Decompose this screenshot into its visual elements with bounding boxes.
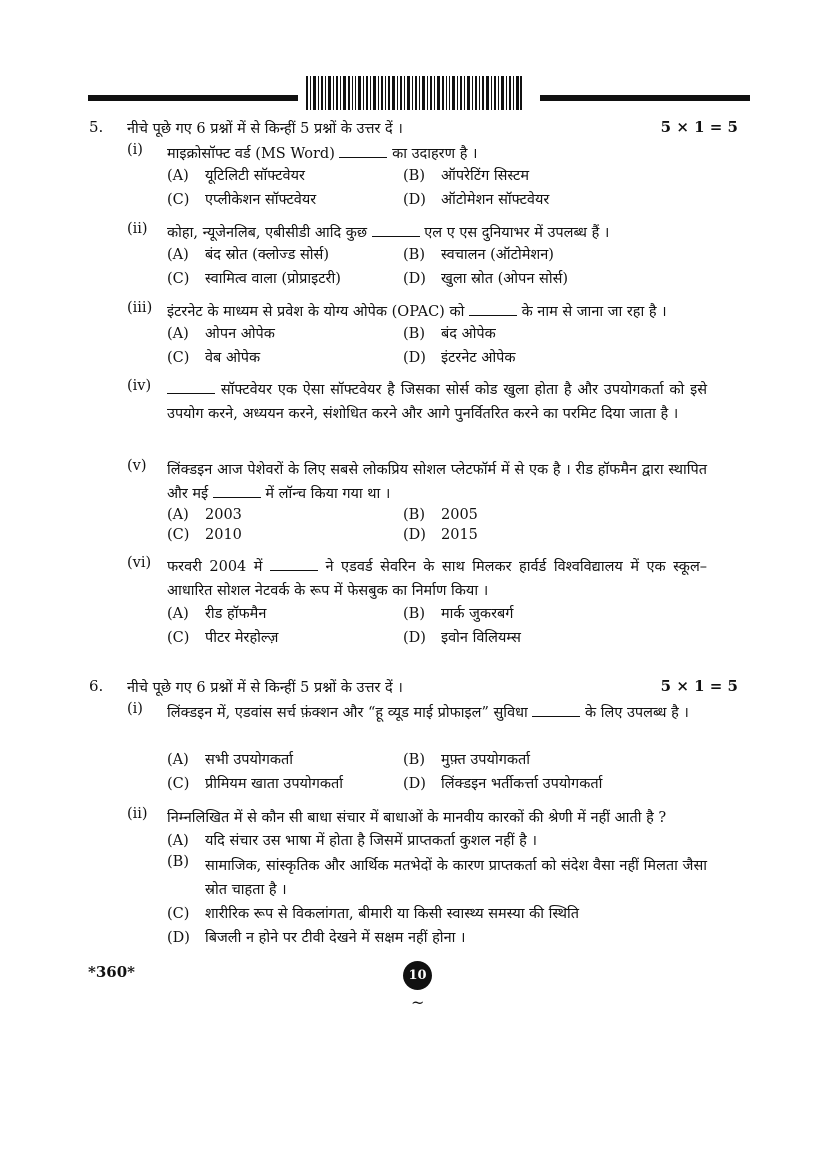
option-d bbox=[403, 268, 568, 288]
option-label: (B) bbox=[403, 247, 425, 263]
option-text: यूटिलिटी सॉफ्टवेयर bbox=[205, 168, 305, 184]
option-text: लिंक्डइन भर्तीकर्त्ता उपयोगकर्ता bbox=[441, 776, 603, 792]
question-6-number: 6. bbox=[89, 677, 104, 695]
option-label: (C) bbox=[167, 192, 190, 208]
paper-code: *360* bbox=[88, 963, 135, 981]
option-a bbox=[167, 165, 305, 185]
option-text: 2003 bbox=[205, 507, 242, 523]
q5-sub-vi bbox=[127, 555, 707, 603]
sub-number: (i) bbox=[127, 701, 143, 717]
option-d bbox=[403, 189, 549, 209]
question-6-marks: 5 × 1 = 5 bbox=[660, 677, 738, 695]
option-d bbox=[403, 347, 516, 367]
option-d bbox=[403, 527, 478, 543]
option-text: 2005 bbox=[441, 507, 478, 523]
option-c bbox=[167, 903, 707, 923]
option-a bbox=[167, 749, 293, 769]
sub-text: का उदाहरण है । bbox=[392, 146, 478, 162]
option-label: (D) bbox=[403, 271, 426, 287]
sub-text: इंटरनेट के माध्यम से प्रवेश के योग्य ओपेक (OPAC) को bbox=[167, 304, 465, 320]
question-5-number: 5. bbox=[89, 118, 104, 136]
option-text: रीड हॉफमैन bbox=[205, 606, 267, 622]
q5-sub-ii bbox=[127, 221, 707, 245]
option-label: (A) bbox=[167, 833, 189, 849]
sub-text: एल ए एस दुनियाभर में उपलब्ध हैं । bbox=[424, 225, 610, 241]
option-label: (A) bbox=[167, 168, 189, 184]
sub-text: निम्नलिखित में से कौन सी बाधा संचार में बाधाओं के मानवीय कारकों की श्रेणी में नहीं आती है ? bbox=[167, 810, 667, 826]
option-label: (D) bbox=[403, 527, 426, 543]
q5-sub-i bbox=[127, 142, 707, 166]
sub-text: सॉफ्टवेयर एक ऐसा सॉफ्टवेयर है जिसका सोर्स कोड खुला होता है और उपयोगकर्ता को इसे उपयोग करने, अध्ययन करने, संशोधित करने और आगे पुनर्वितरित करने का परमिट दिया जाता है । bbox=[167, 382, 708, 422]
question-6-instruction: नीचे पूछे गए 6 प्रश्नों में से किन्हीं 5 प्रश्नों के उत्तर दें । bbox=[127, 680, 403, 696]
option-b bbox=[403, 165, 529, 185]
sub-text: लिंक्डइन आज पेशेवरों के लिए सबसे लोकप्रिय सोशल प्लेटफॉर्म में से एक है । रीड हॉफमैन द्वारा स्थापित और मई bbox=[167, 462, 707, 502]
option-label: (A) bbox=[167, 326, 189, 342]
sub-number: (ii) bbox=[127, 221, 148, 237]
option-label: (C) bbox=[167, 271, 190, 287]
sub-text: कोहा, न्यूजेनलिब, एबीसीडी आदि कुछ bbox=[167, 225, 368, 241]
option-text: 2015 bbox=[441, 527, 478, 543]
option-label: (B) bbox=[167, 854, 189, 870]
option-text: मुफ़्त उपयोगकर्ता bbox=[441, 752, 531, 768]
option-label: (C) bbox=[167, 776, 190, 792]
page-tilde: ~ bbox=[411, 993, 425, 1012]
option-text: खुला स्रोत (ओपन सोर्स) bbox=[441, 271, 569, 287]
sub-number: (ii) bbox=[127, 806, 148, 822]
option-text: इंटरनेट ओपेक bbox=[441, 350, 516, 366]
answer-blank bbox=[270, 558, 318, 571]
sub-text: के नाम से जाना जा रहा है । bbox=[521, 304, 667, 320]
option-d bbox=[403, 627, 521, 647]
option-label: (B) bbox=[403, 752, 425, 768]
option-c bbox=[167, 268, 341, 288]
option-text: सभी उपयोगकर्ता bbox=[205, 752, 294, 768]
option-text: ऑटोमेशन सॉफ्टवेयर bbox=[441, 192, 550, 208]
answer-blank bbox=[532, 704, 580, 717]
option-label: (A) bbox=[167, 247, 189, 263]
page-number: 10 bbox=[403, 961, 432, 990]
option-a bbox=[167, 603, 266, 623]
q6-sub-i bbox=[127, 701, 707, 725]
option-text: यदि संचार उस भाषा में होता है जिसमें प्राप्तकर्ता कुशल नहीं है । bbox=[205, 833, 537, 849]
sub-number: (iv) bbox=[127, 378, 152, 394]
question-5-instruction: नीचे पूछे गए 6 प्रश्नों में से किन्हीं 5 प्रश्नों के उत्तर दें । bbox=[127, 121, 403, 137]
option-c bbox=[167, 773, 343, 793]
option-text: प्रीमियम खाता उपयोगकर्ता bbox=[205, 776, 344, 792]
sub-text: ने एडवर्ड सेवरिन के साथ मिलकर हार्वर्ड विश्वविद्यालय में एक स्कूल–आधारित सोशल नेटवर्क के रूप में फेसबुक का निर्माण किया । bbox=[167, 559, 708, 599]
option-text: ऑपरेटिंग सिस्टम bbox=[441, 168, 530, 184]
barcode-icon bbox=[306, 76, 522, 110]
option-label: (A) bbox=[167, 507, 189, 523]
option-b bbox=[403, 749, 530, 769]
answer-blank bbox=[469, 303, 517, 316]
option-label: (A) bbox=[167, 752, 189, 768]
option-label: (B) bbox=[403, 507, 425, 523]
option-text: बिजली न होने पर टीवी देखने में सक्षम नहीं होना । bbox=[205, 930, 466, 946]
option-b bbox=[403, 507, 478, 523]
option-text: मार्क जुकरबर्ग bbox=[441, 606, 514, 622]
q5-sub-iv bbox=[127, 378, 707, 426]
header-rule-left bbox=[88, 95, 298, 101]
option-d bbox=[403, 773, 602, 793]
option-label: (B) bbox=[403, 168, 425, 184]
option-c bbox=[167, 347, 260, 367]
option-b bbox=[403, 244, 554, 264]
option-label: (D) bbox=[167, 930, 190, 946]
sub-text: में लॉन्च किया गया था । bbox=[265, 486, 391, 502]
option-label: (C) bbox=[167, 350, 190, 366]
q5-sub-iii bbox=[127, 300, 707, 324]
option-c bbox=[167, 627, 278, 647]
answer-blank bbox=[339, 145, 387, 158]
option-text: बंद ओपेक bbox=[441, 326, 496, 342]
option-text: बंद स्रोत (क्लोज्ड सोर्स) bbox=[205, 247, 329, 263]
option-label: (C) bbox=[167, 527, 190, 543]
sub-text: के लिए उपलब्ध है । bbox=[585, 705, 689, 721]
option-label: (B) bbox=[403, 606, 425, 622]
option-label: (C) bbox=[167, 630, 190, 646]
question-5-marks: 5 × 1 = 5 bbox=[660, 118, 738, 136]
option-label: (C) bbox=[167, 906, 190, 922]
option-d bbox=[167, 927, 707, 947]
option-text: सामाजिक, सांस्कृतिक और आर्थिक मतभेदों के कारण प्राप्तकर्ता को संदेश वैसा नहीं मिलता जैसा स्रोत चाहता है । bbox=[205, 858, 707, 898]
option-a bbox=[167, 323, 275, 343]
option-text: वेब ओपेक bbox=[205, 350, 261, 366]
option-c bbox=[167, 527, 242, 543]
q5-sub-v bbox=[127, 458, 707, 506]
option-text: शारीरिक रूप से विकलांगता, बीमारी या किसी स्वास्थ्य समस्या की स्थिति bbox=[205, 906, 579, 922]
sub-text: लिंक्डइन में, एडवांस सर्च फ़ंक्शन और “हू व्यूड माई प्रोफाइल” सुविधा bbox=[167, 705, 528, 721]
answer-blank bbox=[372, 224, 420, 237]
sub-text: माइक्रोसॉफ्ट वर्ड (MS Word) bbox=[167, 146, 335, 162]
option-label: (D) bbox=[403, 192, 426, 208]
option-a bbox=[167, 244, 329, 264]
option-b bbox=[403, 323, 496, 343]
sub-number: (vi) bbox=[127, 555, 152, 571]
sub-number: (v) bbox=[127, 458, 147, 474]
answer-blank bbox=[167, 381, 215, 394]
option-b bbox=[167, 854, 707, 902]
answer-blank bbox=[213, 485, 261, 498]
sub-number: (i) bbox=[127, 142, 143, 158]
option-label: (D) bbox=[403, 630, 426, 646]
option-text: एप्लीकेशन सॉफ्टवेयर bbox=[205, 192, 317, 208]
option-text: 2010 bbox=[205, 527, 242, 543]
sub-number: (iii) bbox=[127, 300, 153, 316]
option-text: इवोन विलियम्स bbox=[441, 630, 521, 646]
option-c bbox=[167, 189, 316, 209]
header-rule-right bbox=[540, 95, 750, 101]
option-a bbox=[167, 507, 242, 523]
option-text: स्वामित्व वाला (प्रोप्राइटरी) bbox=[205, 271, 341, 287]
option-label: (A) bbox=[167, 606, 189, 622]
option-label: (B) bbox=[403, 326, 425, 342]
option-text: स्वचालन (ऑटोमेशन) bbox=[441, 247, 554, 263]
option-a bbox=[167, 830, 707, 850]
option-text: ओपन ओपेक bbox=[205, 326, 275, 342]
q6-sub-ii bbox=[127, 806, 707, 830]
option-label: (D) bbox=[403, 350, 426, 366]
option-b bbox=[403, 603, 513, 623]
sub-text: फरवरी 2004 में bbox=[167, 559, 263, 575]
option-label: (D) bbox=[403, 776, 426, 792]
option-text: पीटर मेरहोल्ज़ bbox=[205, 630, 279, 646]
